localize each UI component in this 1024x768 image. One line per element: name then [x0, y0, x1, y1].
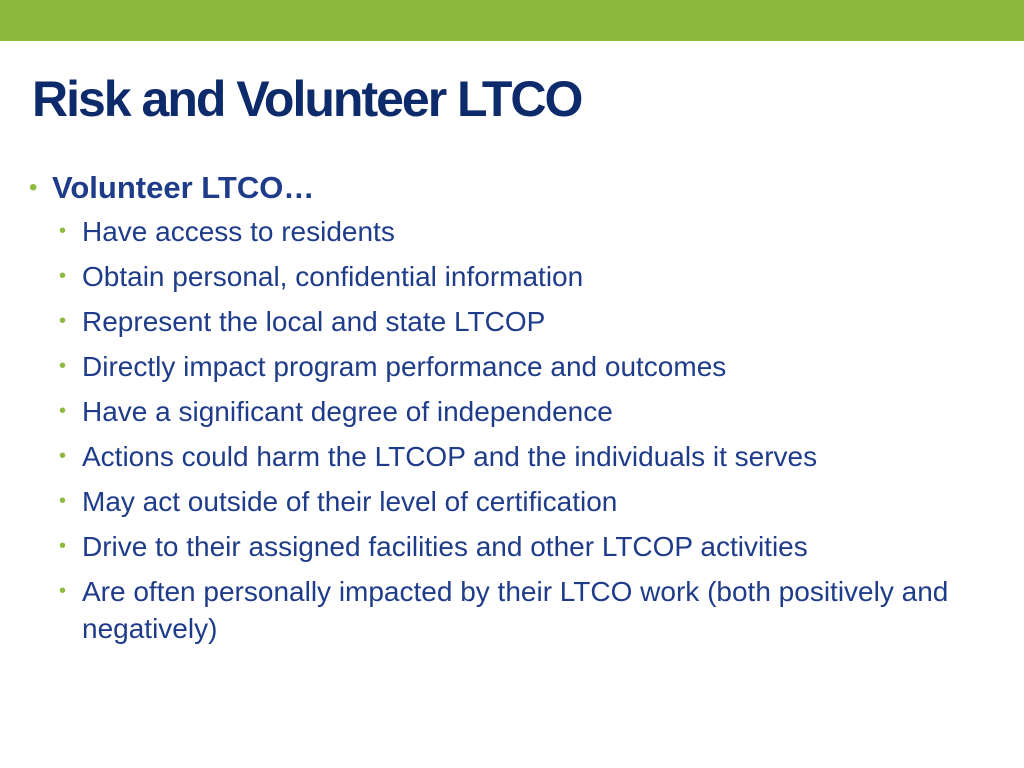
bullet-dot-icon: • — [59, 445, 67, 467]
bullet-dot-icon: • — [59, 400, 67, 422]
bullet-dot-icon: • — [29, 174, 38, 201]
list-item-text: Have access to residents — [82, 216, 395, 247]
list-item — [28, 438, 998, 475]
slide-content — [28, 166, 998, 655]
list-item-text: Are often personally impacted by their LTCO work (both positively and negatively) — [82, 576, 949, 644]
list-item-text: Represent the local and state LTCOP — [82, 306, 546, 337]
bullet-heading-text: Volunteer LTCO… — [52, 170, 315, 205]
list-item-text: Drive to their assigned facilities and other LTCOP activities — [82, 531, 808, 562]
list-item-text: May act outside of their level of certification — [82, 486, 618, 517]
list-item — [28, 528, 998, 565]
bullet-dot-icon: • — [59, 310, 67, 332]
bullet-dot-icon: • — [59, 490, 67, 512]
top-accent-bar — [0, 0, 1024, 41]
list-item — [28, 348, 998, 385]
bullet-dot-icon: • — [59, 220, 67, 242]
list-item — [28, 393, 998, 430]
list-item — [28, 483, 998, 520]
bullet-dot-icon: • — [59, 580, 67, 602]
list-item-text: Actions could harm the LTCOP and the individuals it serves — [82, 441, 818, 472]
bullet-dot-icon: • — [59, 355, 67, 377]
list-item — [28, 573, 998, 647]
list-item — [28, 213, 998, 250]
bullet-heading — [28, 166, 998, 210]
bullet-dot-icon: • — [59, 265, 67, 287]
list-item — [28, 258, 998, 295]
sub-bullet-list — [28, 213, 998, 647]
list-item-text: Directly impact program performance and outcomes — [82, 351, 727, 382]
list-item-text: Have a significant degree of independence — [82, 396, 613, 427]
list-item — [28, 303, 998, 340]
slide-title: Risk and Volunteer LTCO — [32, 71, 582, 127]
bullet-dot-icon: • — [59, 535, 67, 557]
list-item-text: Obtain personal, confidential information — [82, 261, 584, 292]
